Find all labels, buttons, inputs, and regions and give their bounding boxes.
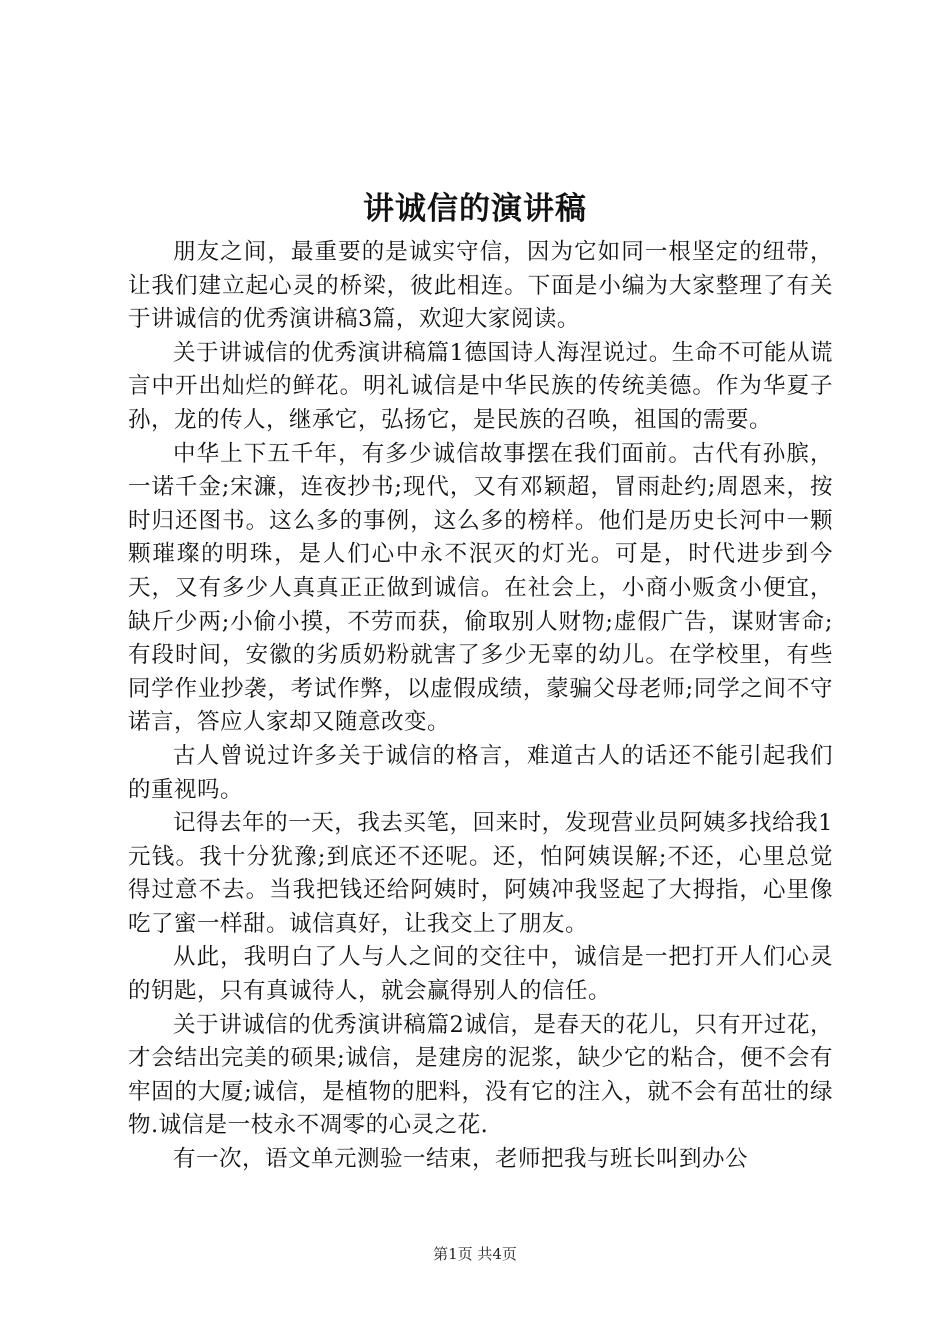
paragraph: 记得去年的一天，我去买笔，回来时，发现营业员阿姨多找给我1元钱。我十分犹豫;到底还不还呢。还，怕阿姨误解;不还，心里总觉得过意不去。当我把钱还给阿姨时，阿姨冲我竖起了大拇指，心里像吃了蜜一样甜。诚信真好，让我交上了朋友。	[128, 810, 833, 937]
paragraph: 朋友之间，最重要的是诚实守信，因为它如同一根坚定的纽带，让我们建立起心灵的桥梁，彼此相连。下面是小编为大家整理了有关于讲诚信的优秀演讲稿3篇，欢迎大家阅读。	[128, 239, 833, 333]
paragraph: 有一次，语文单元测验一结束，老师把我与班长叫到办公	[173, 1146, 749, 1173]
page-footer: 第1页 共4页	[433, 1245, 517, 1263]
document-title: 讲诚信的演讲稿	[363, 191, 587, 227]
paragraph: 从此，我明白了人与人之间的交往中，诚信是一把打开人们心灵的钥匙，只有真诚待人，就会赢得别人的信任。	[128, 944, 833, 1005]
paragraph: 古人曾说过许多关于诚信的格言，难道古人的话还不能引起我们的重视吗。	[128, 742, 833, 803]
paragraph: 关于讲诚信的优秀演讲稿篇2诚信，是春天的花儿，只有开过花，才会结出完美的硕果;诚信，是建房的泥浆，缺少它的粘合，便不会有牢固的大厦;诚信，是植物的肥料，没有它的注入，就不会有茁壮的绿物.诚信是一枝永不凋零的心灵之花.	[128, 1011, 833, 1139]
paragraph: 关于讲诚信的优秀演讲稿篇1德国诗人海涅说过。生命不可能从谎言中开出灿烂的鲜花。明礼诚信是中华民族的传统美德。作为华夏子孙，龙的传人，继承它，弘扬它，是民族的召唤，祖国的需要。	[128, 339, 833, 433]
paragraph: 中华上下五千年，有多少诚信故事摆在我们面前。古代有孙膑，一诺千金;宋濂，连夜抄书;现代，又有邓颖超，冒雨赴约;周恩来，按时归还图书。这么多的事例，这么多的榜样。他们是历史长河中一颗颗璀璨的明珠，是人们心中永不泯灭的灯光。可是，时代进步到今天，又有多少人真真正正做到诚信。在社会上，小商小贩贪小便宜，缺斤少两;小偷小摸，不劳而获，偷取别人财物;虚假广告，谋财害命;有段时间，安徽的劣质奶粉就害了多少无辜的幼儿。在学校里，有些同学作业抄袭，考试作弊，以虚假成绩，蒙骗父母老师;同学之间不守诺言，答应人家却又随意改变。	[128, 440, 833, 736]
document-body	[128, 236, 833, 1177]
